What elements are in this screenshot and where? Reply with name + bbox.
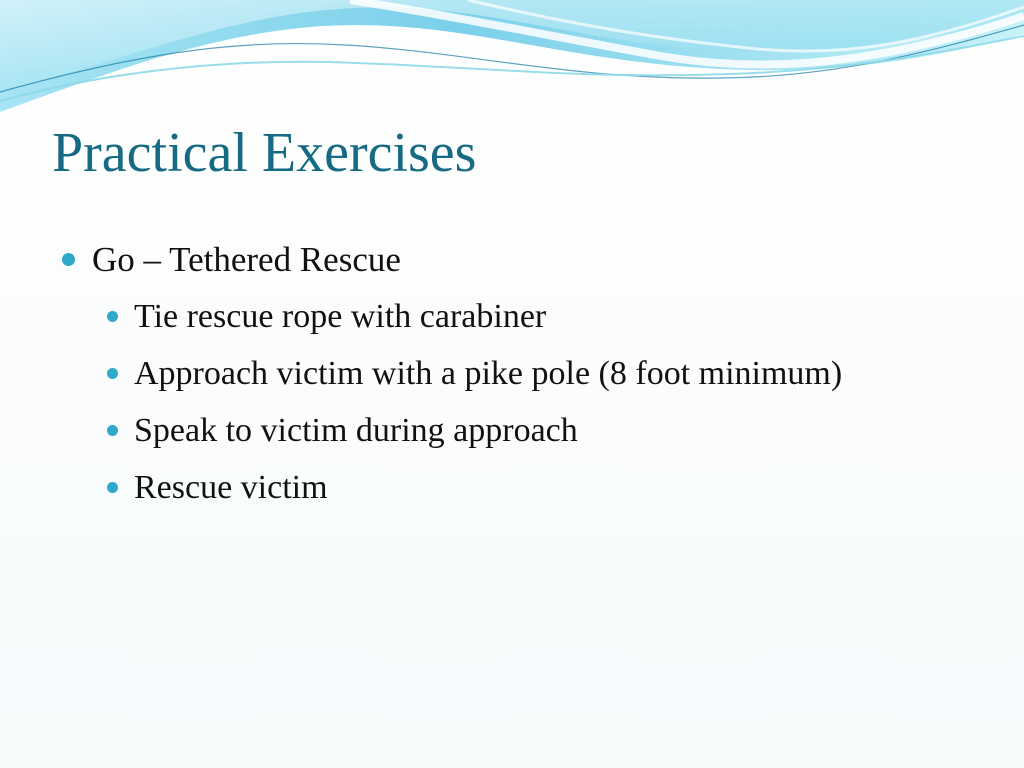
bullet-list [60,238,990,510]
sub-bullet-text: Rescue victim [134,469,328,506]
slide-title: Practical Exercises [52,122,477,184]
sub-bullet-item-tie-rope [106,295,990,339]
sub-bullet-dot-icon [107,482,118,493]
bullet-dot-icon [62,253,75,266]
sub-bullet-dot-icon [107,425,118,436]
sub-bullet-dot-icon [107,311,118,322]
sub-bullet-text: Speak to victim during approach [134,412,578,449]
sub-bullet-item-approach-victim [106,352,990,396]
wave-header-decoration [0,0,1024,130]
sub-bullet-text: Approach victim with a pike pole (8 foot minimum) [134,355,843,392]
bullet-text: Go – Tethered Rescue [92,240,401,279]
sub-bullet-item-rescue-victim [106,466,990,510]
sub-bullet-text: Tie rescue rope with carabiner [134,298,547,335]
bullet-item-go-tethered-rescue [60,238,990,282]
sub-bullet-dot-icon [107,368,118,379]
sub-bullet-item-speak-to-victim [106,409,990,453]
